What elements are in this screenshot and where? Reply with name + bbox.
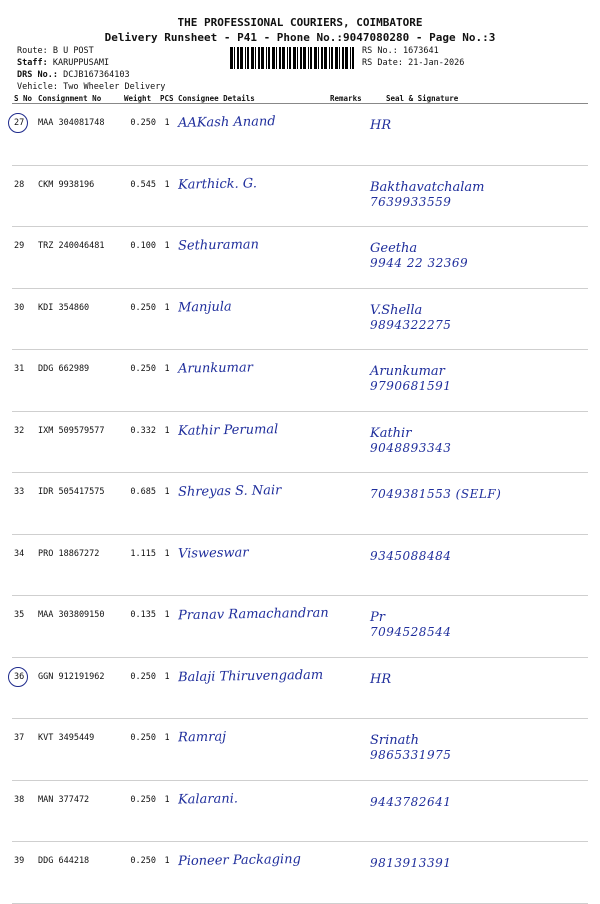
consignee-handwriting: Kathir Perumal — [177, 421, 279, 439]
sno-value: 30 — [14, 302, 25, 313]
table-row — [12, 227, 588, 289]
sno-cell — [12, 596, 36, 658]
sno-cell — [12, 473, 36, 535]
route-value: B U POST — [52, 46, 94, 56]
consignee-handwriting: Pioneer Packaging — [177, 851, 301, 870]
signature-phone: 9345088484 — [370, 548, 452, 563]
weight-cell: 0.332 — [122, 411, 158, 473]
consignment-no-cell: MAN 377472 — [36, 780, 122, 842]
sno-value: 37 — [14, 733, 25, 743]
signature-phone: 7639933559 — [370, 194, 452, 209]
staff-line: Staff: KARUPPUSAMI — [17, 58, 110, 68]
barcode-bar — [268, 47, 270, 69]
weight-cell: 0.250 — [122, 104, 158, 166]
signature-phone: 9048893343 — [370, 440, 452, 455]
barcode-bar — [234, 47, 235, 69]
pcs-cell: 1 — [158, 596, 176, 658]
weight-cell: 0.685 — [122, 473, 158, 535]
remarks-cell — [328, 227, 368, 289]
signature-name: HR — [370, 118, 392, 133]
col-header-weight: Weight — [122, 93, 158, 104]
barcode-bar — [293, 47, 296, 69]
signature-name: Kathir — [370, 425, 412, 441]
circle-mark — [8, 113, 28, 133]
table-row — [12, 473, 588, 535]
barcode-bar — [345, 47, 348, 69]
sno-cell — [12, 350, 36, 412]
signature-cell — [368, 534, 588, 596]
barcode-bar — [266, 47, 267, 69]
signature-name: V.Shella — [370, 302, 423, 318]
col-header-pcs: PCS — [158, 93, 176, 104]
sno-value: 29 — [14, 241, 25, 251]
consignee-cell — [176, 842, 328, 904]
signature-cell — [368, 104, 588, 166]
sno-value: 36 — [14, 671, 25, 682]
consignment-no-cell: IDR 505417575 — [36, 473, 122, 535]
sno-cell — [12, 104, 36, 166]
barcode — [230, 47, 356, 69]
weight-cell: 1.115 — [122, 534, 158, 596]
consignee-cell — [176, 780, 328, 842]
barcode-bar — [321, 47, 323, 69]
remarks-cell — [328, 350, 368, 412]
sno-cell — [12, 288, 36, 350]
barcode-bar — [282, 47, 285, 69]
sno-cell — [12, 842, 36, 904]
barcode-bar — [331, 47, 333, 69]
barcode-bar — [240, 47, 243, 69]
pcs-cell: 1 — [158, 165, 176, 227]
consignment-no-cell: KVT 3495449 — [36, 719, 122, 781]
remarks-cell — [328, 534, 368, 596]
route-line: Route: B U POST — [17, 46, 94, 56]
consignment-no-cell: TRZ 240046481 — [36, 227, 122, 289]
circle-mark — [8, 667, 28, 687]
barcode-bar — [310, 47, 312, 69]
consignee-handwriting: AAKash Anand — [177, 114, 276, 131]
remarks-cell — [328, 165, 368, 227]
weight-cell: 0.250 — [122, 780, 158, 842]
remarks-cell — [328, 596, 368, 658]
signature-cell — [368, 350, 588, 412]
sno-cell — [12, 780, 36, 842]
consignee-cell — [176, 350, 328, 412]
sno-value: 33 — [14, 487, 25, 497]
signature-cell — [368, 842, 588, 904]
consignment-no-cell: MAA 303809150 — [36, 596, 122, 658]
table-row — [12, 411, 588, 473]
table-row — [12, 842, 588, 904]
signature-name: HR — [370, 671, 392, 687]
signature-name: Geetha — [370, 241, 418, 256]
remarks-cell — [328, 719, 368, 781]
table-header-row — [12, 93, 588, 104]
barcode-bar — [251, 47, 254, 69]
weight-cell: 0.100 — [122, 227, 158, 289]
barcode-bar — [352, 47, 354, 69]
barcode-bar — [276, 47, 277, 69]
sno-value: 28 — [14, 179, 25, 190]
signature-cell — [368, 596, 588, 658]
table-row — [12, 657, 588, 719]
barcode-bar — [308, 47, 309, 69]
consignee-cell — [176, 657, 328, 719]
sno-value: 32 — [14, 425, 25, 436]
barcode-bar — [247, 47, 249, 69]
signature-cell — [368, 719, 588, 781]
weight-cell: 0.250 — [122, 842, 158, 904]
consignee-handwriting: Balaji Thiruvengadam — [177, 667, 324, 685]
pcs-cell: 1 — [158, 657, 176, 719]
remarks-cell — [328, 657, 368, 719]
signature-cell — [368, 227, 588, 289]
consignment-no-cell: MAA 304081748 — [36, 104, 122, 166]
barcode-bar — [297, 47, 298, 69]
barcode-bar — [237, 47, 239, 69]
consignee-cell — [176, 719, 328, 781]
rs-no-value: 1673641 — [402, 46, 439, 56]
remarks-cell — [328, 288, 368, 350]
sno-cell — [12, 719, 36, 781]
signature-cell — [368, 657, 588, 719]
barcode-bar — [314, 47, 317, 69]
sno-value: 35 — [14, 610, 25, 620]
col-header-remarks: Remarks — [328, 93, 368, 104]
remarks-cell — [328, 104, 368, 166]
consignee-cell — [176, 411, 328, 473]
sno-cell — [12, 227, 36, 289]
col-header-consignment: Consignment No — [36, 93, 122, 104]
signature-name: Pr — [370, 610, 385, 625]
signature-phone: 9813913391 — [370, 856, 452, 870]
signature-phone: 7049381553 (SELF) — [370, 487, 502, 501]
signature-cell — [368, 411, 588, 473]
barcode-bar — [339, 47, 340, 69]
signature-phone: 9894322275 — [370, 317, 452, 332]
consignment-no-cell: DDG 644218 — [36, 842, 122, 904]
vehicle-line: Vehicle: Two Wheeler Delivery — [17, 82, 166, 92]
signature-name: Arunkumar — [370, 364, 445, 379]
signature-phone: 9790681591 — [370, 379, 452, 393]
pcs-cell: 1 — [158, 473, 176, 535]
rs-date-value: 21-Jan-2026 — [408, 58, 465, 68]
signature-phone: 9443782641 — [370, 794, 452, 809]
barcode-bar — [289, 47, 291, 69]
consignee-handwriting: Ramraj — [177, 729, 227, 746]
pcs-cell: 1 — [158, 534, 176, 596]
signature-phone: 9944 22 32369 — [370, 256, 469, 270]
staff-value: KARUPPUSAMI — [52, 58, 110, 68]
drs-line: DRS No.: DCJB167364103 — [17, 70, 130, 80]
consignee-handwriting: Sethuraman — [177, 237, 260, 254]
weight-cell: 0.545 — [122, 165, 158, 227]
sno-value: 31 — [14, 364, 25, 374]
weight-cell: 0.250 — [122, 350, 158, 412]
consignment-no-cell: CKM 9938196 — [36, 165, 122, 227]
barcode-bar — [342, 47, 344, 69]
barcode-bar — [350, 47, 351, 69]
consignee-handwriting: Manjula — [177, 299, 232, 315]
consignee-cell — [176, 227, 328, 289]
col-header-signature: Seal & Signature — [368, 93, 588, 104]
pcs-cell: 1 — [158, 288, 176, 350]
signature-cell — [368, 165, 588, 227]
barcode-bar — [230, 47, 233, 69]
sno-value: 27 — [14, 118, 25, 128]
runsheet-subtitle: Delivery Runsheet - P41 - Phone No.:9047080280 - Page No.:3 — [104, 31, 496, 44]
pcs-cell: 1 — [158, 842, 176, 904]
consignee-handwriting: Arunkumar — [177, 360, 254, 377]
consignee-cell — [176, 473, 328, 535]
table-row — [12, 780, 588, 842]
consignee-handwriting: Shreyas S. Nair — [177, 483, 282, 500]
remarks-cell — [328, 780, 368, 842]
consignee-cell — [176, 534, 328, 596]
barcode-bar — [258, 47, 260, 69]
consignment-no-cell: PRO 18867272 — [36, 534, 122, 596]
remarks-cell — [328, 473, 368, 535]
col-header-consignee: Consignee Details — [176, 93, 328, 104]
pcs-cell: 1 — [158, 780, 176, 842]
sno-cell — [12, 411, 36, 473]
barcode-bar — [329, 47, 330, 69]
barcode-bar — [303, 47, 306, 69]
signature-phone: 7094528544 — [370, 625, 452, 639]
remarks-cell — [328, 842, 368, 904]
weight-cell: 0.250 — [122, 657, 158, 719]
consignee-handwriting: Visweswar — [177, 544, 249, 562]
consignee-cell — [176, 165, 328, 227]
signature-cell — [368, 473, 588, 535]
weight-cell: 0.135 — [122, 596, 158, 658]
table-row — [12, 534, 588, 596]
barcode-bar — [261, 47, 264, 69]
barcode-bar — [335, 47, 338, 69]
table-body — [12, 104, 588, 904]
consignee-cell — [176, 596, 328, 658]
barcode-bar — [318, 47, 319, 69]
table-row — [12, 104, 588, 166]
consignee-cell — [176, 288, 328, 350]
barcode-bar — [272, 47, 275, 69]
vehicle-value: Two Wheeler Delivery — [63, 82, 166, 92]
consignee-handwriting: Karthick. G. — [177, 175, 258, 193]
pcs-cell: 1 — [158, 411, 176, 473]
signature-name: Srinath — [370, 733, 419, 748]
consignment-no-cell: KDI 354860 — [36, 288, 122, 350]
pcs-cell: 1 — [158, 104, 176, 166]
remarks-cell — [328, 411, 368, 473]
barcode-bar — [279, 47, 281, 69]
weight-cell: 0.250 — [122, 719, 158, 781]
barcode-bar — [300, 47, 302, 69]
table-row — [12, 165, 588, 227]
sno-cell — [12, 657, 36, 719]
table-row — [12, 719, 588, 781]
table-row — [12, 288, 588, 350]
col-header-sno: S No — [12, 93, 36, 104]
consignee-handwriting: Kalarani. — [177, 790, 239, 808]
sno-value: 38 — [14, 794, 25, 805]
signature-phone: 9865331975 — [370, 748, 452, 762]
sno-value: 39 — [14, 856, 25, 866]
pcs-cell: 1 — [158, 227, 176, 289]
company-title: THE PROFESSIONAL COURIERS, COIMBATORE — [177, 16, 423, 29]
consignee-handwriting: Pranav Ramachandran — [177, 605, 329, 624]
barcode-bar — [324, 47, 327, 69]
runsheet-table — [12, 93, 588, 904]
barcode-bar — [287, 47, 288, 69]
pcs-cell: 1 — [158, 350, 176, 412]
signature-name: Bakthavatchalam — [370, 179, 485, 195]
drs-value: DCJB167364103 — [63, 70, 130, 80]
signature-cell — [368, 780, 588, 842]
consignment-no-cell: DDG 662989 — [36, 350, 122, 412]
sno-cell — [12, 534, 36, 596]
barcode-bar — [255, 47, 256, 69]
signature-cell — [368, 288, 588, 350]
sno-cell — [12, 165, 36, 227]
rs-date-line: RS Date: 21-Jan-2026 — [362, 58, 465, 68]
pcs-cell: 1 — [158, 719, 176, 781]
sno-value: 34 — [14, 548, 25, 559]
consignee-cell — [176, 104, 328, 166]
barcode-bar — [245, 47, 246, 69]
table-row — [12, 350, 588, 412]
rs-no-line: RS No.: 1673641 — [362, 46, 439, 56]
consignment-no-cell: IXM 509579577 — [36, 411, 122, 473]
consignment-no-cell: GGN 912191962 — [36, 657, 122, 719]
table-row — [12, 596, 588, 658]
weight-cell: 0.250 — [122, 288, 158, 350]
